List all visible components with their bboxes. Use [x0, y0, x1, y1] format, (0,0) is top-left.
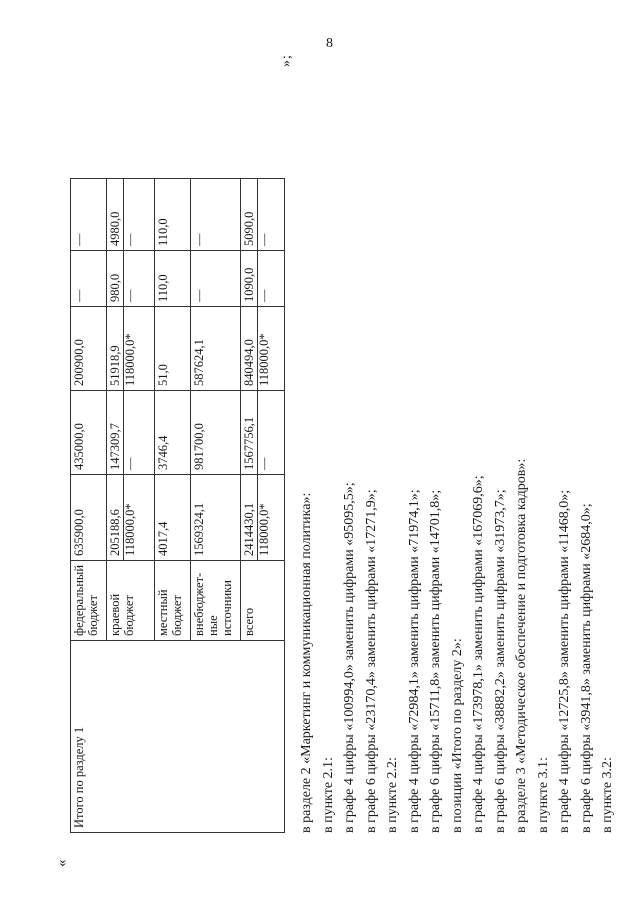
- value-main: 5090,0: [242, 211, 256, 246]
- value-cell: 51,0: [155, 306, 191, 390]
- value-sub: 118000,0*: [256, 333, 271, 386]
- value-sub: —: [122, 289, 137, 302]
- total-cell: [107, 474, 155, 560]
- value-main: 980,0: [108, 273, 122, 302]
- value-cell: [241, 250, 285, 306]
- value-sub: 118000,0*: [256, 503, 271, 556]
- value-main: 4980,0: [108, 211, 122, 246]
- total-cell: 1569324,1: [191, 474, 241, 560]
- value-sub: 118000,0*: [122, 503, 137, 556]
- value-main: 1090,0: [242, 267, 256, 302]
- value-cell: [241, 306, 285, 390]
- total-cell: 635900,0: [71, 474, 107, 560]
- value-main: 1567756,1: [242, 416, 256, 470]
- value-sub: 118000,0*: [122, 333, 137, 386]
- value-sub: —: [256, 457, 271, 470]
- page-number: 8: [326, 36, 333, 51]
- text-line: в графе 6 цифры «23170,4» заменить цифрами «17271,9»;: [363, 489, 379, 833]
- text-line: в графе 6 цифры «38882,2» заменить цифрами «31973,7»;: [492, 489, 508, 833]
- text-line: в пункте 3.1:: [535, 757, 551, 833]
- value-cell: 435000,0: [71, 390, 107, 474]
- text-line: в пункте 3.2:: [600, 757, 615, 833]
- text-line: в графе 4 цифры «100994,0» заменить цифрами «95095,5»;: [342, 482, 357, 833]
- value-cell: [241, 390, 285, 474]
- value-cell: 110,0: [155, 178, 191, 250]
- closing-quote: »;: [279, 54, 294, 67]
- table-row: [71, 178, 107, 832]
- value-cell: —: [71, 250, 107, 306]
- value-cell: [241, 178, 285, 250]
- value-cell: —: [191, 250, 241, 306]
- text-line: в графе 4 цифры «173978,1» заменить цифрами «167069,6»;: [471, 475, 486, 833]
- value-main: 205188,6: [108, 509, 122, 556]
- value-cell: —: [191, 178, 241, 250]
- total-cell: 4017,4: [155, 474, 191, 560]
- value-main: 840494,0: [242, 339, 256, 386]
- value-cell: [107, 250, 155, 306]
- source-cell: краевой бюджет: [107, 560, 155, 640]
- value-sub: —: [122, 457, 137, 470]
- value-sub: —: [256, 289, 271, 302]
- opening-quote: «: [54, 859, 70, 867]
- value-main: 147309,7: [108, 423, 122, 470]
- text-line: в позиции «Итого по разделу 2»:: [449, 638, 465, 833]
- value-cell: 3746,4: [155, 390, 191, 474]
- value-cell: 981700,0: [191, 390, 241, 474]
- text-line: в графе 4 цифры «12725,8» заменить цифрами «11468,0»;: [557, 489, 572, 833]
- value-sub: —: [122, 233, 137, 246]
- text-line: в пункте 2.1:: [320, 757, 336, 833]
- value-cell: 200900,0: [71, 306, 107, 390]
- value-main: 2414430,1: [242, 502, 256, 556]
- value-cell: [107, 178, 155, 250]
- value-sub: —: [256, 233, 271, 246]
- section-label: Итого по разделу 1: [71, 641, 285, 833]
- value-cell: [107, 390, 155, 474]
- value-cell: —: [71, 178, 107, 250]
- budget-table: [70, 178, 285, 833]
- text-line: в графе 4 цифры «72984,1» заменить цифрами «71974,1»;: [406, 489, 422, 833]
- value-cell: 110,0: [155, 250, 191, 306]
- value-cell: [107, 306, 155, 390]
- text-line: в пункте 2.2:: [385, 757, 400, 833]
- source-cell: всего: [241, 560, 285, 640]
- amendment-text: [296, 53, 619, 833]
- source-cell: местный бюджет: [155, 560, 191, 640]
- source-cell: внебюджет-ные источники: [191, 560, 241, 640]
- total-cell: [241, 474, 285, 560]
- value-cell: 587624,1: [191, 306, 241, 390]
- rotated-content: [50, 17, 615, 877]
- text-line: в разделе 2 «Маркетинг и коммуникационная политика»:: [299, 492, 314, 833]
- source-cell: федеральный бюджет: [71, 560, 107, 640]
- text-line: в графе 6 цифры «15711,8» заменить цифрами «14701,8»;: [428, 489, 443, 833]
- text-line: в графе 6 цифры «3941,8» заменить цифрами «2684,0»;: [578, 503, 594, 833]
- text-line: в разделе 3 «Методическое обеспечение и подготовка кадров»:: [514, 458, 529, 833]
- value-main: 51918,9: [108, 345, 122, 386]
